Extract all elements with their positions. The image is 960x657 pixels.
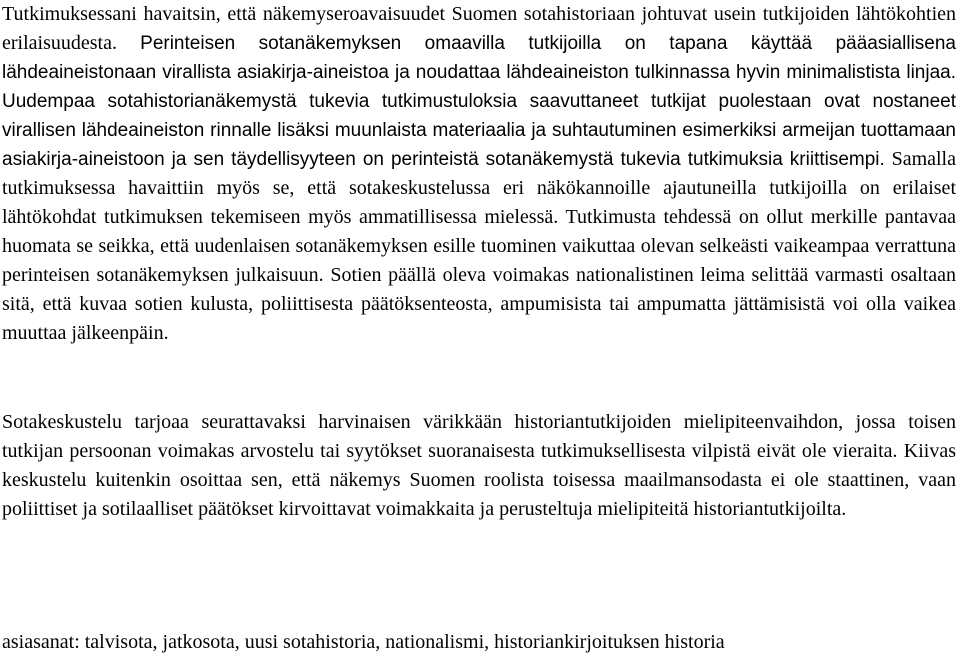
keywords-line: asiasanat: talvisota, jatkosota, uusi sotahistoria, nationalismi, historiankirjoituksen historia [2,631,725,653]
paragraph-1-segment-2: Perinteisen sotanäkemyksen omaavilla tutkijoilla on tapana käyttää pääasiallisena lähdeaineistonaan virallista asiakirja-aineistoa ja noudattaa lähdeaineiston tulkinnassa hyvin minimalistista linjaa. Uudempaa sotahistorianäkemystä tukevia tutkimustuloksia saavuttaneet tutkijat puolestaan ovat nostaneet virallisen lähdeaineiston rinnalle lisäksi muunlaista materiaalia ja suhtautuminen esimerkiksi armeijan tuottamaan asiakirja-aineistoon ja sen täydellisyyteen on perinteistä sotanäkemystä tukevia tutkimuksia kriittisempi. [2,33,956,170]
abstract-paragraph-2: Sotakeskustelu tarjoaa seurattavaksi harvinaisen värikkään historiantutkijoiden mielipiteenvaihdon, jossa toisen tutkijan persoonan voimakas arvostelu tai syytökset suoranaisesta tutkimuksellisesta vilpistä eivät ole vieraita. Kiivas keskustelu kuitenkin osoittaa sen, että näkemys Suomen roolista toisessa maailmansodasta ei ole staattinen, vaan poliittiset ja sotilaalliset päätökset kirvoittavat voimakkaita ja perusteltuja mielipiteitä historiantutkijoilta. [2,411,956,520]
abstract-paragraph-1 [2,0,956,348]
paragraph-1-segment-1: Tutkimuksessani havaitsin, että näkemyseroavaisuudet Suomen sotahistoriaan johtuvat usein tutkijoiden lähtökohtien erilaisuudesta. [2,3,956,54]
paragraph-1-segment-3: Samalla tutkimuksessa havaittiin myös se, että sotakeskustelussa eri näkökannoille ajautuneilla tutkijoilla on erilaiset lähtökohdat tutkimuksen tekemiseen myös ammatillisessa mielessä. Tutkimusta tehdessä on ollut merkille pantavaa huomata se seikka, että uudenlaisen sotanäkemyksen esille tuominen vaikuttaa olevan selkeästi vaikeampaa verrattuna perinteisen sotanäkemyksen julkaisuun. Sotien päällä oleva voimakas nationalistinen leima selittää varmasti osaltaan sitä, että kuvaa sotien kulusta, poliittisesta päätöksenteosta, ampumisista tai ampumatta jättämisistä voi olla vaikea muuttaa jälkeenpäin. [2,148,956,344]
